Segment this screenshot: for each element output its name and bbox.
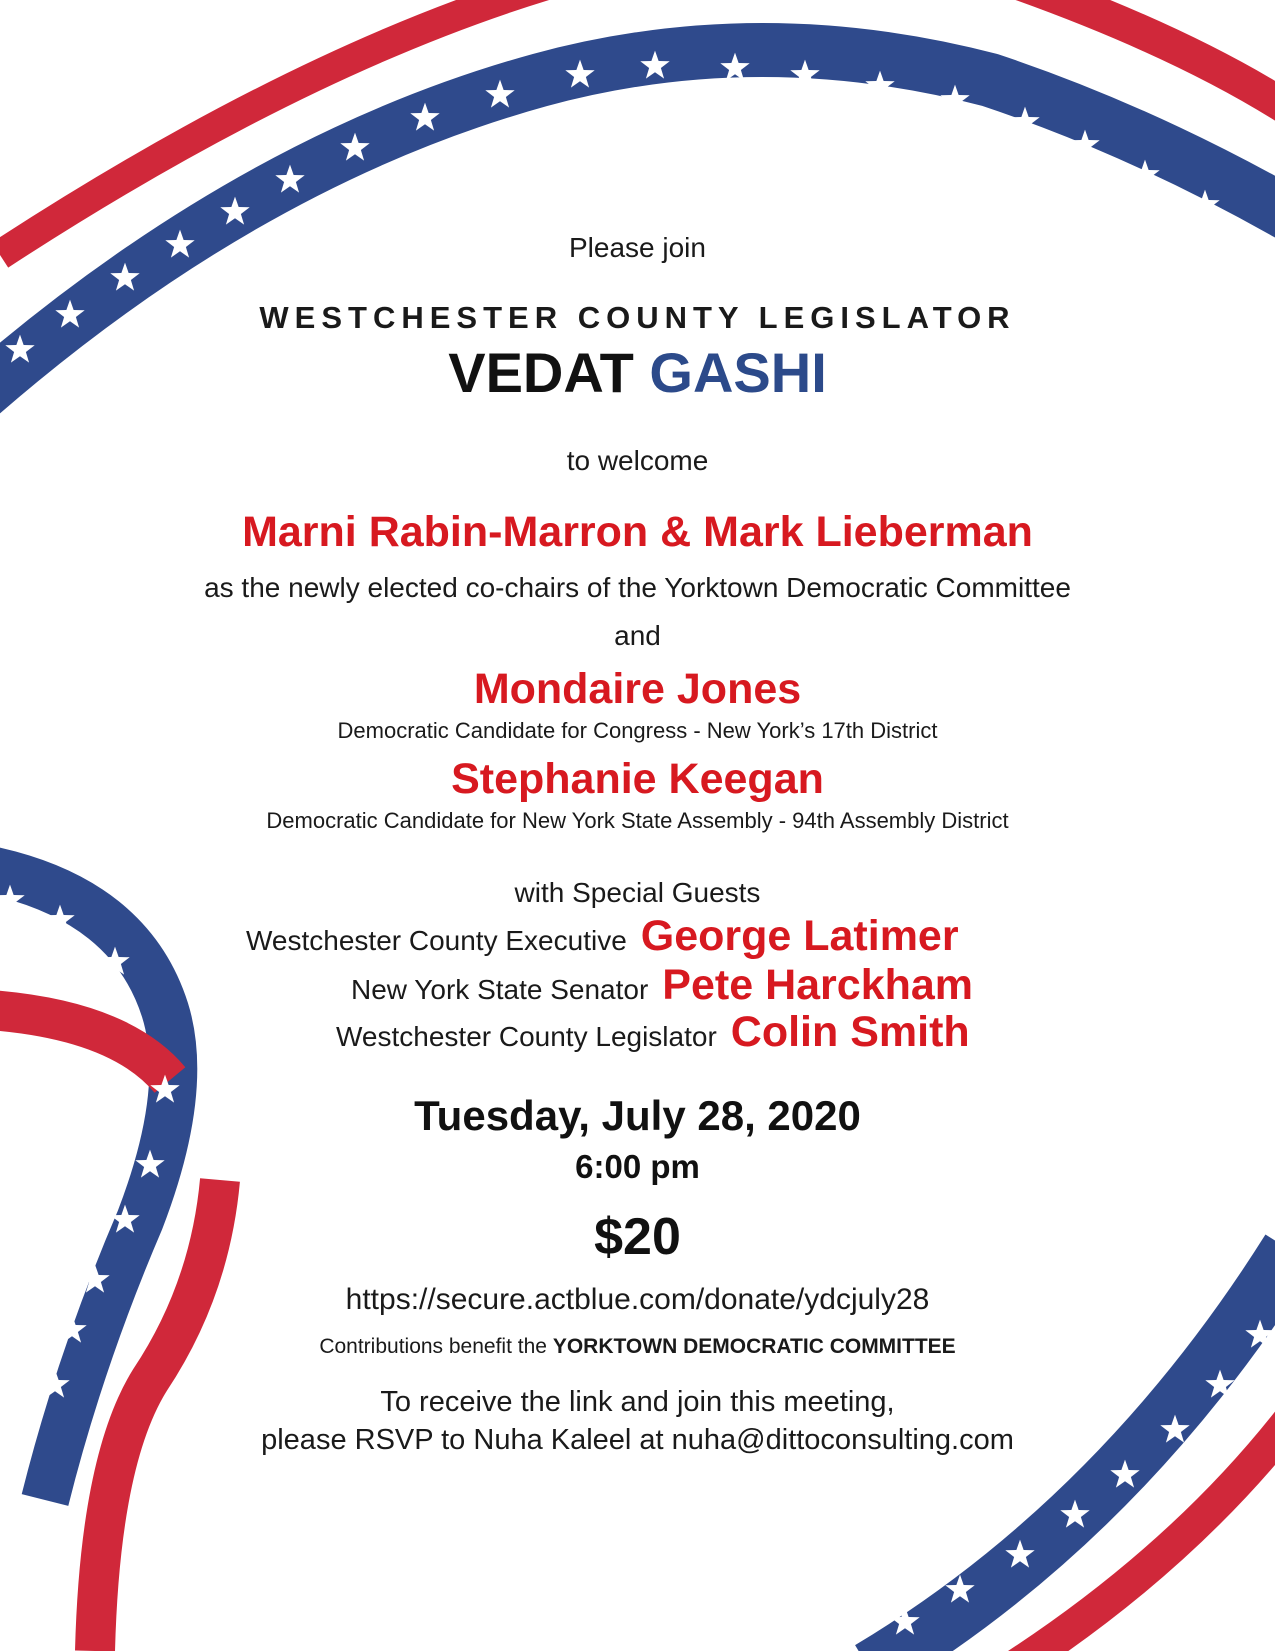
guest-name: Pete Harckham bbox=[662, 961, 974, 1009]
honorees-description: as the newly elected co-chairs of the Yorktown Democratic Committee bbox=[204, 572, 1071, 603]
candidate-name: Mondaire Jones bbox=[473, 665, 802, 713]
host-last-name: GASHI bbox=[649, 341, 827, 404]
rsvp-line-1: To receive the link and join this meeting, bbox=[380, 1386, 895, 1418]
guest-row bbox=[246, 912, 959, 961]
candidate-description: Democratic Candidate for Congress - New York’s 17th District bbox=[337, 718, 938, 743]
special-guests-label: with Special Guests bbox=[514, 877, 761, 908]
contributions-prefix: Contributions benefit the bbox=[319, 1335, 547, 1358]
guest-row bbox=[336, 1008, 970, 1057]
event-time: 6:00 pm bbox=[575, 1148, 700, 1185]
intro-text: Please join bbox=[569, 232, 706, 263]
guest-title: New York State Senator bbox=[351, 974, 649, 1005]
donate-link[interactable]: https://secure.actblue.com/donate/ydcjuly28 bbox=[345, 1283, 930, 1316]
contributions-note bbox=[0, 1335, 1275, 1359]
guest-name: George Latimer bbox=[640, 912, 959, 960]
guest-name: Colin Smith bbox=[730, 1008, 970, 1056]
event-price: $20 bbox=[594, 1208, 681, 1266]
rsvp-line-2[interactable]: please RSVP to Nuha Kaleel at nuha@dittoconsulting.com bbox=[261, 1424, 1014, 1456]
and-text: and bbox=[614, 620, 661, 651]
host-name bbox=[0, 340, 1275, 405]
host-title: WESTCHESTER COUNTY LEGISLATOR bbox=[259, 300, 1016, 335]
event-date: Tuesday, July 28, 2020 bbox=[414, 1092, 861, 1139]
contributions-org: YORKTOWN DEMOCRATIC COMMITTEE bbox=[552, 1335, 956, 1358]
guest-title: Westchester County Executive bbox=[246, 925, 627, 956]
host-first-name: VEDAT bbox=[448, 341, 634, 404]
guest-row bbox=[351, 961, 973, 1010]
candidate-name: Stephanie Keegan bbox=[451, 755, 824, 803]
guest-title: Westchester County Legislator bbox=[336, 1021, 717, 1052]
honorees-names: Marni Rabin-Marron & Mark Lieberman bbox=[242, 508, 1033, 556]
welcome-text: to welcome bbox=[566, 445, 709, 476]
candidate-description: Democratic Candidate for New York State Assembly - 94th Assembly District bbox=[266, 808, 1009, 833]
